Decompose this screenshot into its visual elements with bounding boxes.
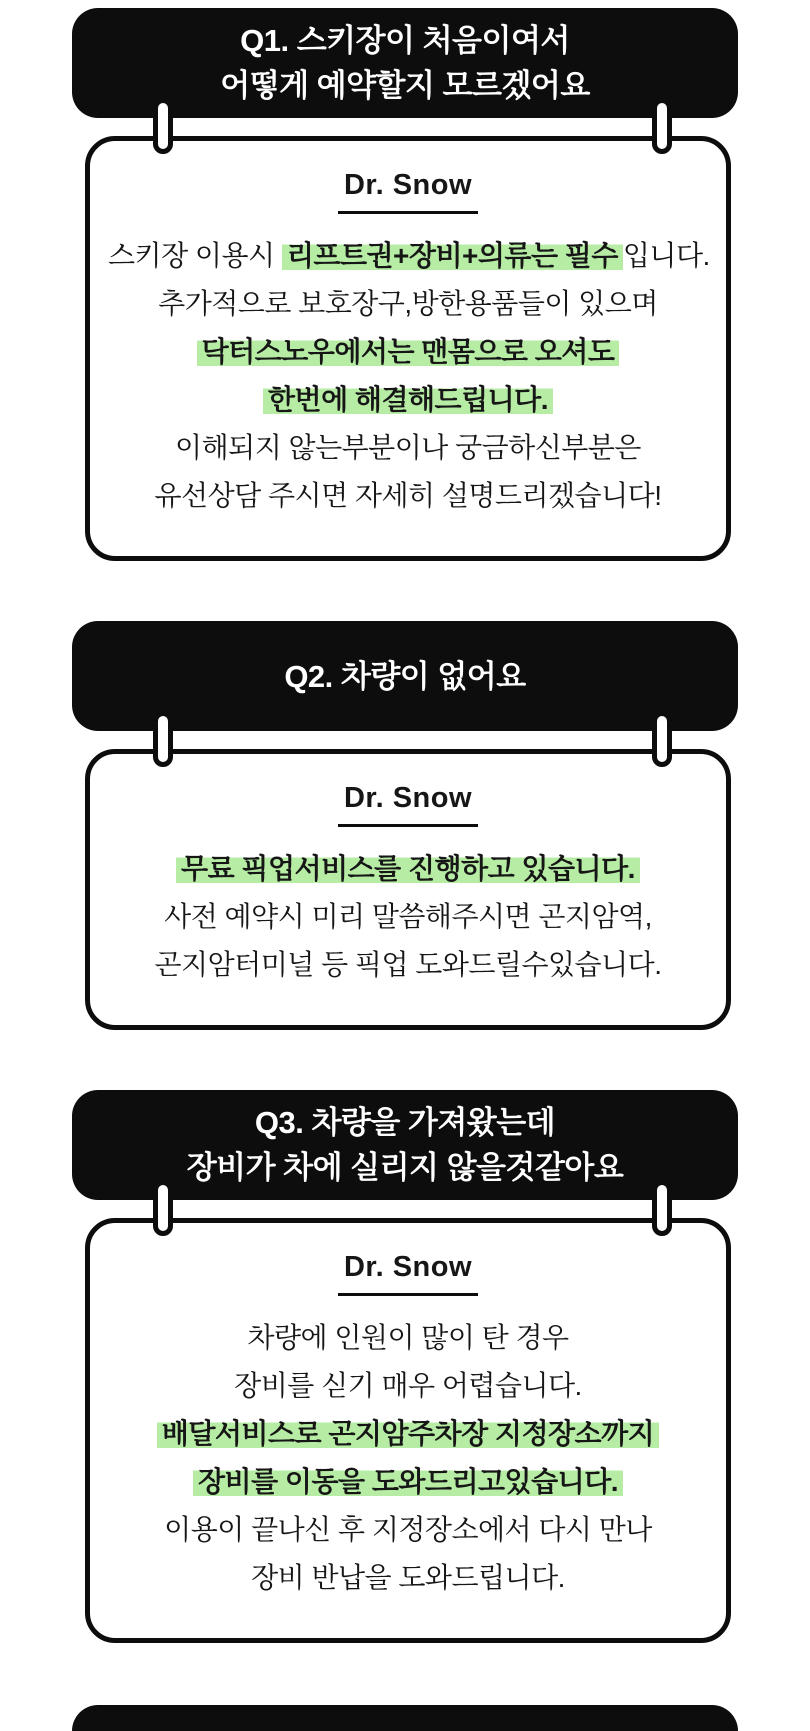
highlighted-text: 닥터스노우에서는 맨몸으로 오셔도: [197, 336, 620, 367]
answer-line: [108, 472, 708, 520]
text-segment: 장비 반납을 도와드립니다.: [251, 1562, 565, 1593]
text-segment: 이해되지 않는부분이나 궁금하신부분은: [175, 432, 641, 463]
clip-pin-left-icon: [153, 98, 173, 154]
answer-card-wrap: [0, 749, 810, 1030]
question-banner: [72, 8, 738, 118]
answer-line: [108, 424, 708, 472]
highlighted-text: 한번에 해결해드립니다.: [263, 384, 553, 415]
answer-line: [108, 941, 708, 989]
text-segment: 스키장 이용시: [108, 240, 282, 271]
answer-lines: [108, 1314, 708, 1602]
answer-card: [85, 136, 731, 561]
clip-pin-right-icon: [652, 98, 672, 154]
answer-card-wrap: [0, 1218, 810, 1643]
question-text: Q2. 차량이 없어요: [284, 658, 526, 694]
faq-section: [0, 1090, 810, 1643]
next-question-banner-peek: [72, 1705, 738, 1731]
highlighted-text: 장비를 이동을 도와드리고있습니다.: [193, 1466, 623, 1497]
answer-line: [108, 1410, 708, 1458]
answer-line: [108, 893, 708, 941]
clip-pin-right-icon: [652, 711, 672, 767]
question-text: 어떻게 예약할지 모르겠어요: [220, 68, 590, 103]
answer-line: [108, 1362, 708, 1410]
answer-line: [108, 1314, 708, 1362]
text-segment: 이용이 끝나신 후 지정장소에서 다시 만나: [164, 1514, 652, 1545]
question-text: Q1. 스키장이 처음이여서: [240, 23, 570, 58]
text-segment: 차량에 인원이 많이 탄 경우: [247, 1322, 569, 1353]
answer-card: [85, 1218, 731, 1643]
answer-card-wrap: [0, 136, 810, 561]
text-segment: 사전 예약시 미리 말씀해주시면 곤지암역,: [164, 901, 652, 932]
clip-pin-right-icon: [652, 1180, 672, 1236]
answer-card: [85, 749, 731, 1030]
answer-line: [108, 232, 708, 280]
question-text: 장비가 차에 실리지 않을것같아요: [186, 1150, 624, 1185]
highlighted-text: 무료 픽업서비스를 진행하고 있습니다.: [176, 853, 640, 884]
question-banner: [72, 621, 738, 731]
text-segment: 장비를 싣기 매우 어렵습니다.: [234, 1370, 582, 1401]
question-text: Q3. 차량을 가져왔는데: [254, 1105, 556, 1140]
answer-lines: [108, 845, 708, 989]
text-segment: 추가적으로 보호장구,방한용품들이 있으며: [158, 288, 658, 319]
answer-title: Dr. Snow: [338, 780, 478, 827]
text-segment: 곤지암터미널 등 픽업 도와드릴수있습니다.: [154, 949, 662, 980]
text-segment: 입니다.: [622, 240, 710, 271]
faq-section: [0, 8, 810, 561]
answer-title: Dr. Snow: [338, 1249, 478, 1296]
clip-pin-left-icon: [153, 711, 173, 767]
answer-line: [108, 328, 708, 376]
highlighted-text: 배달서비스로 곤지암주차장 지정장소까지: [157, 1418, 659, 1449]
faq-section: [0, 621, 810, 1030]
answer-lines: [108, 232, 708, 520]
answer-line: [108, 845, 708, 893]
clip-pin-left-icon: [153, 1180, 173, 1236]
answer-line: [108, 1506, 708, 1554]
answer-line: [108, 280, 708, 328]
answer-line: [108, 1458, 708, 1506]
highlighted-text: 리프트권+장비+의류는 필수: [282, 240, 623, 271]
answer-line: [108, 376, 708, 424]
text-segment: 유선상담 주시면 자세히 설명드리겠습니다!: [154, 480, 662, 511]
answer-title: Dr. Snow: [338, 167, 478, 214]
answer-line: [108, 1554, 708, 1602]
question-banner: [72, 1090, 738, 1200]
